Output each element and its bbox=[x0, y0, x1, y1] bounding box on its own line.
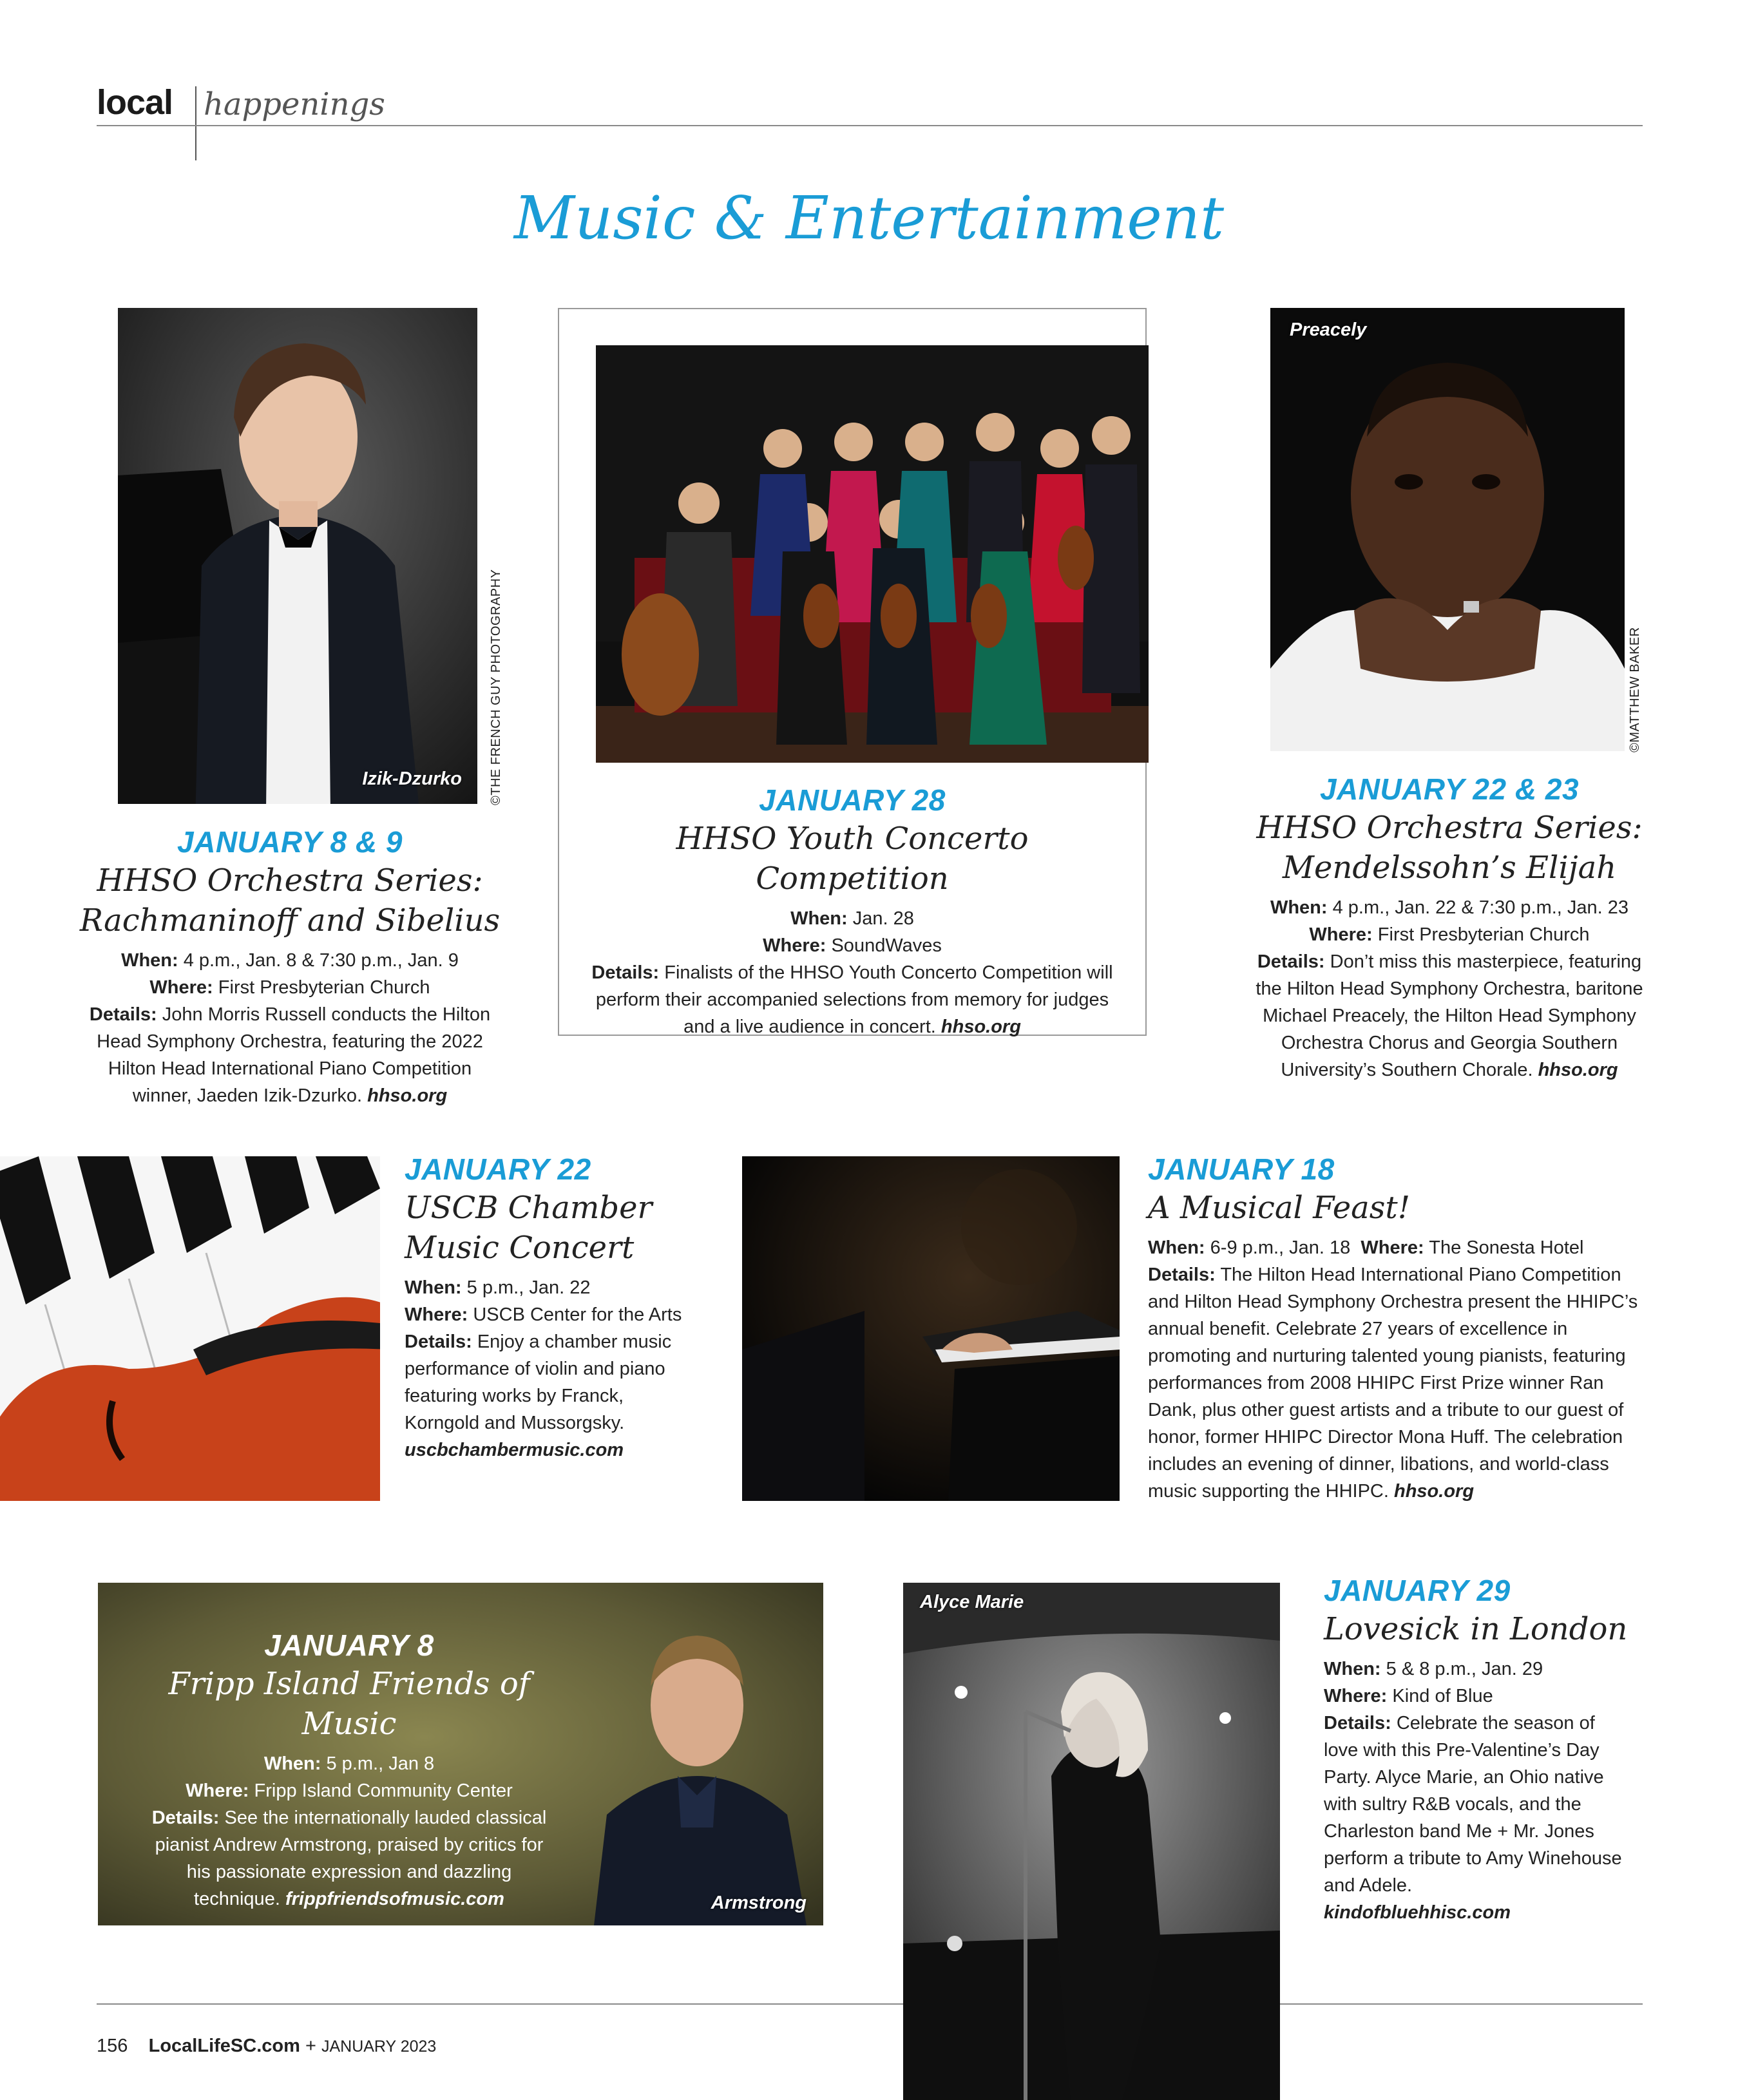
when-value: Jan. 28 bbox=[852, 908, 914, 929]
when-label: When: bbox=[405, 1277, 462, 1298]
event-title-line: Mendelssohn’s Elijah bbox=[1282, 850, 1617, 886]
details-label: Details: bbox=[89, 1004, 157, 1025]
when-value: 6-9 p.m., Jan. 18 bbox=[1210, 1237, 1351, 1258]
preacely-photo bbox=[1270, 308, 1625, 751]
event-date: JANUARY 22 bbox=[405, 1152, 591, 1186]
event-link[interactable]: frippfriendsofmusic.com bbox=[285, 1889, 504, 1909]
details-text: John Morris Russell conducts the Hilton Head Symphony Orchestra, featuring the 2022 Hilton Head International Piano Competition winner, Jaeden Izik-Dzurko. bbox=[97, 1004, 491, 1106]
footer-rule-left bbox=[97, 2003, 903, 2005]
event-title-line: HHSO Orchestra Series: bbox=[97, 863, 483, 899]
when-label: When: bbox=[790, 908, 848, 929]
event-date: JANUARY 29 bbox=[1324, 1574, 1511, 1607]
details-text: Don’t miss this masterpiece, featuring the Hilton Head Symphony Orchestra, baritone Michael Preacely, the Hilton Head Symphony Orchestra Chorus and Georgia Southern University’s Southern Chorale. bbox=[1256, 951, 1643, 1080]
where-label: Where: bbox=[1324, 1686, 1388, 1706]
youth-ensemble-photo bbox=[596, 345, 1149, 763]
izik-dzurko-photo bbox=[118, 308, 477, 804]
event-info bbox=[143, 1750, 555, 1913]
baritone-portrait-illustration bbox=[1270, 308, 1625, 751]
event-info bbox=[1250, 894, 1649, 1083]
where-value: First Presbyterian Church bbox=[1377, 924, 1590, 945]
event-uscb bbox=[405, 1152, 701, 1464]
when-label: When: bbox=[1148, 1237, 1205, 1258]
photo-credit: ©MATTHEW BAKER bbox=[1628, 627, 1642, 752]
event-title-line: Music Concert bbox=[405, 1230, 635, 1266]
event-info bbox=[405, 1274, 701, 1464]
footer-separator: + bbox=[305, 2036, 316, 2056]
details-label: Details: bbox=[591, 962, 660, 983]
event-date: JANUARY 8 bbox=[264, 1628, 434, 1662]
event-youth-concerto bbox=[580, 783, 1125, 1040]
fripp-banner bbox=[98, 1583, 823, 1925]
event-rachmaninoff bbox=[77, 825, 502, 1109]
event-link[interactable]: hhso.org bbox=[1538, 1060, 1618, 1080]
when-value: 5 & 8 p.m., Jan. 29 bbox=[1386, 1659, 1543, 1679]
when-value: 5 p.m., Jan 8 bbox=[326, 1753, 435, 1774]
event-title-line: HHSO Orchestra Series: bbox=[1256, 810, 1643, 846]
when-value: 4 p.m., Jan. 8 & 7:30 p.m., Jan. 9 bbox=[183, 950, 459, 971]
issue-date: JANUARY 2023 bbox=[321, 2038, 437, 2056]
details-text: The Hilton Head International Piano Competition and Hilton Head Symphony Orchestra present the HHIPC’s annual benefit. Celebrate 27 years of excellence in promoting and nurturing talented young pianists, featuring performances from 2008 HHIPC First Prize winner Ran Dank, plus other guest artists and a tribute to our guest of honor, former HHIPC Director Mona Huff. The celebration includes an evening of dinner, libations, and world-class music supporting the HHIPC. bbox=[1148, 1265, 1638, 1502]
photo-caption: Alyce Marie bbox=[920, 1592, 1024, 1612]
when-value: 5 p.m., Jan. 22 bbox=[466, 1277, 591, 1298]
event-info bbox=[1324, 1656, 1633, 1926]
section-label: local bbox=[97, 83, 173, 122]
where-label: Where: bbox=[1309, 924, 1373, 945]
violin-keys-illustration bbox=[0, 1156, 380, 1501]
where-value: Kind of Blue bbox=[1392, 1686, 1493, 1706]
event-link[interactable]: hhso.org bbox=[941, 1017, 1021, 1037]
photo-caption: Izik-Dzurko bbox=[362, 768, 462, 789]
pianist-hands-photo bbox=[742, 1156, 1120, 1501]
where-label: Where: bbox=[1361, 1237, 1424, 1258]
details-label: Details: bbox=[1324, 1713, 1391, 1733]
event-date: JANUARY 22 & 23 bbox=[1319, 772, 1580, 806]
event-title: A Musical Feast! bbox=[1148, 1190, 1410, 1226]
event-date: JANUARY 8 & 9 bbox=[177, 825, 403, 859]
event-title: HHSO Youth Concerto Competition bbox=[676, 821, 1029, 897]
when-value: 4 p.m., Jan. 22 & 7:30 p.m., Jan. 23 bbox=[1332, 897, 1629, 918]
event-lovesick bbox=[1324, 1573, 1633, 1926]
where-label: Where: bbox=[405, 1304, 468, 1325]
event-link[interactable]: uscbchambermusic.com bbox=[405, 1440, 624, 1460]
where-label: Where: bbox=[186, 1780, 249, 1801]
event-title: Fripp Island Friends of Music bbox=[168, 1666, 530, 1742]
when-label: When: bbox=[121, 950, 178, 971]
section-header bbox=[97, 77, 1643, 161]
details-label: Details: bbox=[1257, 951, 1325, 972]
details-label: Details: bbox=[405, 1332, 472, 1352]
event-info bbox=[580, 905, 1125, 1040]
event-info bbox=[77, 947, 502, 1109]
when-label: When: bbox=[1270, 897, 1328, 918]
event-musical-feast bbox=[1148, 1152, 1650, 1505]
where-value: Fripp Island Community Center bbox=[254, 1780, 513, 1801]
site-link[interactable]: LocalLifeSC.com bbox=[148, 2036, 300, 2056]
details-text: Celebrate the season of love with this Pre-Valentine’s Day Party. Alyce Marie, an Ohio native with sultry R&B vocals, and the Charleston band Me + Mr. Jones perform a tribute to Amy Winehouse and Adele. bbox=[1324, 1713, 1622, 1896]
singer-stage-illustration bbox=[903, 1583, 1280, 2100]
page-number: 156 bbox=[97, 2036, 128, 2056]
event-link[interactable]: hhso.org bbox=[367, 1085, 448, 1106]
where-value: First Presbyterian Church bbox=[218, 977, 430, 998]
header-rule bbox=[97, 125, 1643, 126]
event-link[interactable]: kindofbluehhisc.com bbox=[1324, 1902, 1511, 1923]
page-footer bbox=[97, 2036, 436, 2057]
piano-performance-illustration bbox=[742, 1156, 1120, 1501]
event-fripp bbox=[143, 1628, 555, 1913]
footer-rule-right bbox=[1280, 2003, 1643, 2005]
subsection-label: happenings bbox=[204, 86, 385, 122]
page-title: Music & Entertainment bbox=[513, 184, 1225, 253]
where-value: The Sonesta Hotel bbox=[1429, 1237, 1584, 1258]
alyce-marie-photo bbox=[903, 1583, 1280, 2100]
ensemble-illustration bbox=[596, 345, 1149, 763]
event-date: JANUARY 18 bbox=[1148, 1152, 1335, 1186]
event-link[interactable]: hhso.org bbox=[1394, 1481, 1475, 1502]
details-text: See the internationally lauded classical pianist Andrew Armstrong, praised by critics for his passionate expression and dazzling technique. bbox=[155, 1808, 547, 1909]
where-label: Where: bbox=[763, 935, 826, 956]
violin-piano-photo bbox=[0, 1156, 380, 1501]
photo-caption: Armstrong bbox=[711, 1893, 807, 1913]
photo-credit: ©THE FRENCH GUY PHOTOGRAPHY bbox=[489, 569, 503, 805]
details-label: Details: bbox=[151, 1808, 220, 1828]
event-date: JANUARY 28 bbox=[759, 783, 946, 817]
event-title-line: Rachmaninoff and Sibelius bbox=[79, 902, 501, 939]
photo-caption: Preacely bbox=[1290, 320, 1367, 340]
where-label: Where: bbox=[149, 977, 213, 998]
when-label: When: bbox=[263, 1753, 321, 1774]
header-divider-vertical bbox=[195, 86, 196, 160]
event-info bbox=[1148, 1234, 1650, 1505]
event-title-line: USCB Chamber bbox=[405, 1190, 653, 1226]
event-elijah bbox=[1250, 772, 1649, 1083]
where-value: SoundWaves bbox=[831, 935, 942, 956]
details-text: Finalists of the HHSO Youth Concerto Competition will perform their accompanied selections from memory for judges and a live audience in concert. bbox=[595, 962, 1113, 1037]
where-value: USCB Center for the Arts bbox=[473, 1304, 682, 1325]
details-label: Details: bbox=[1148, 1265, 1216, 1285]
when-label: When: bbox=[1324, 1659, 1381, 1679]
details-text: Enjoy a chamber music performance of violin and piano featuring works by Franck, Korngold and Mussorgsky. bbox=[405, 1332, 672, 1433]
pianist-portrait-illustration bbox=[118, 308, 477, 804]
event-title: Lovesick in London bbox=[1324, 1611, 1628, 1647]
